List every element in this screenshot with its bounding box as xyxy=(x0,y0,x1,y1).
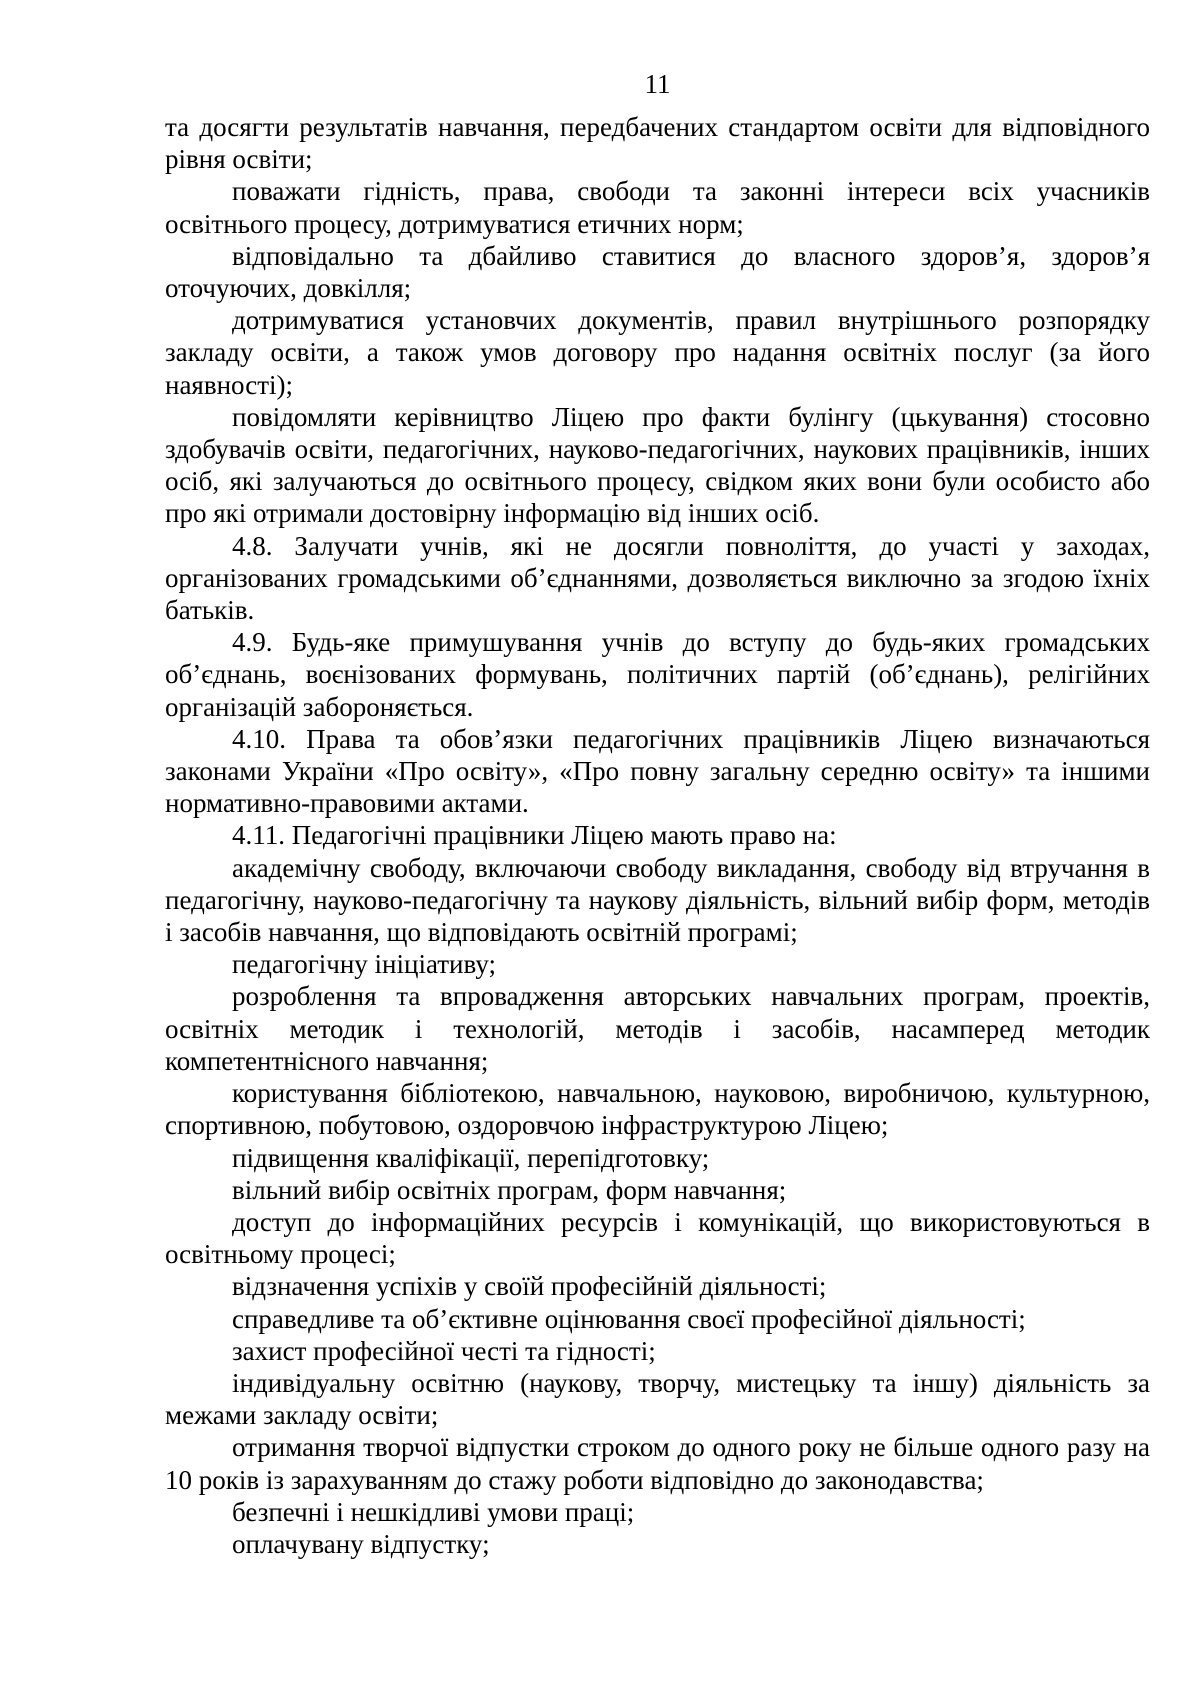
paragraph: захист професійної честі та гідності; xyxy=(232,1335,656,1366)
paragraph: та досягти результатів навчання, передбачених стандартом освіти для відповідного рівня освіти; xyxy=(165,112,1150,175)
paragraph: 4.10. Права та обов’язки педагогічних працівників Ліцею визначаються законами України «Про освіту», «Про повну загальну середню освіту» та іншими нормативно-правовими актами. xyxy=(165,723,1150,819)
paragraph: відповідально та дбайливо ставитися до власного здоров’я, здоров’я оточуючих, довкілля; xyxy=(165,240,1150,304)
paragraph: 4.9. Будь-яке примушування учнів до вступу до будь-яких громадських об’єднань, воєнізованих формувань, політичних партій (об’єднань), релігійних організацій забороняється. xyxy=(165,627,1150,722)
paragraph: педагогічну ініціативу; xyxy=(232,949,496,980)
paragraph: поважати гідність, права, свободи та законні інтереси всіх учасників освітнього процесу, дотримуватися етичних норм; xyxy=(165,176,1150,239)
paragraph: розроблення та впровадження авторських навчальних програм, проектів, освітніх методик і технологій, методів і засобів, насамперед методик компетентнісного навчання; xyxy=(165,981,1150,1076)
paragraph: підвищення кваліфікації, перепідготовку; xyxy=(232,1142,710,1173)
paragraph: отримання творчої відпустки строком до одного року не більше одного разу на 10 років із зарахуванням до стажу роботи відповідно до законодавства; xyxy=(165,1432,1150,1495)
page-number: 11 xyxy=(644,69,671,99)
paragraph: оплачувану відпустку; xyxy=(232,1528,490,1559)
paragraph: 4.11. Педагогічні працівники Ліцею мають право на: xyxy=(232,820,837,851)
paragraph: індивідуальну освітню (наукову, творчу, мистецьку та іншу) діяльність за межами закладу освіти; xyxy=(165,1367,1150,1431)
paragraph: справедливе та об’єктивне оцінювання своєї професійної діяльності; xyxy=(232,1303,1026,1334)
paragraph: користування бібліотекою, навчальною, науковою, виробничою, культурною, спортивною, побутовою, оздоровчою інфраструктурою Ліцею; xyxy=(165,1078,1150,1141)
paragraph: доступ до інформаційних ресурсів і комунікацій, що використовуються в освітньому процесі; xyxy=(165,1206,1150,1270)
paragraph: дотримуватися установчих документів, правил внутрішнього розпорядку закладу освіти, а також умов договору про надання освітніх послуг (за його наявності); xyxy=(165,305,1150,400)
paragraph: 4.8. Залучати учнів, які не досягли повноліття, до участі у заходах, організованих громадськими об’єднаннями, дозволяється виключно за згодою їхніх батьків. xyxy=(165,530,1150,626)
paragraph: відзначення успіхів у своїй професійній діяльності; xyxy=(232,1271,827,1302)
document-body xyxy=(165,111,1150,1560)
paragraph: вільний вибір освітніх програм, форм навчання; xyxy=(232,1174,787,1205)
paragraph: повідомляти керівництво Ліцею про факти булінгу (цькування) стосовно здобувачів освіти, педагогічних, науково-педагогічних, наукових працівників, інших осіб, які залучаються до освітнього процесу, свідком яких вони були особисто або про які отримали достовірну інформацію від інших осіб. xyxy=(165,401,1150,529)
paragraph: безпечні і нешкідливі умови праці; xyxy=(232,1496,635,1527)
paragraph: академічну свободу, включаючи свободу викладання, свободу від втручання в педагогічну, науково-педагогічну та наукову діяльність, вільний вибір форм, методів і засобів навчання, що відповідають освітній програмі; xyxy=(165,852,1150,948)
